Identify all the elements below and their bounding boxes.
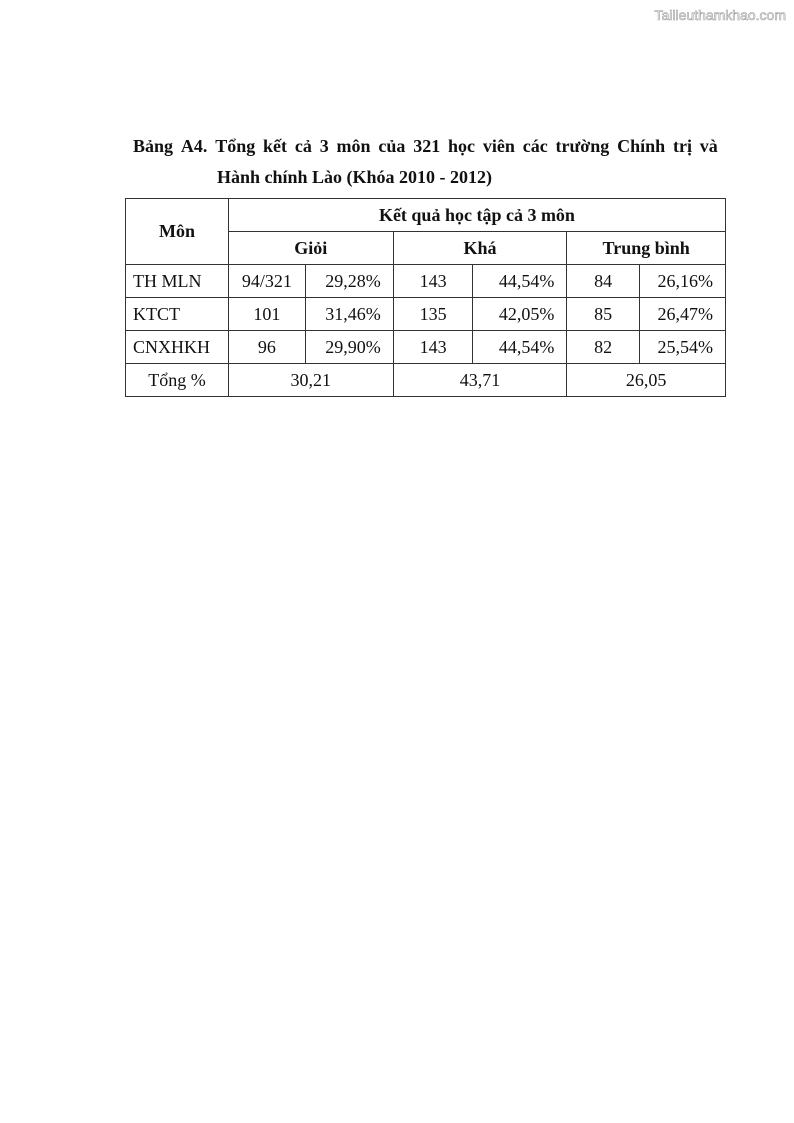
gioi-count: 94/321 [228,265,305,298]
caption-word: trường [555,136,610,156]
level-header-gioi: Giỏi [228,232,393,265]
table-row [126,265,726,298]
kha-percent: 44,54% [473,331,567,364]
gioi-count: 96 [228,331,305,364]
subject-cell: KTCT [126,298,229,331]
caption-word: của [378,136,406,156]
tb-count: 85 [567,298,640,331]
total-label: Tổng % [126,364,229,397]
caption-word: 3 [319,136,329,156]
caption-word: 321 [413,136,441,156]
kha-percent: 44,54% [473,265,567,298]
caption-word: môn [336,136,371,156]
tb-percent: 26,47% [640,298,726,331]
caption-word: viên [482,136,515,156]
caption-word: Chính [617,136,666,156]
caption-line-1 [133,131,718,162]
gioi-percent: 29,90% [305,331,393,364]
caption-word: A4. [180,136,208,156]
caption-word: kết [263,136,288,156]
tb-percent: 26,16% [640,265,726,298]
gioi-count: 101 [228,298,305,331]
tb-count: 84 [567,265,640,298]
gioi-percent: 31,46% [305,298,393,331]
subject-cell: CNXHKH [126,331,229,364]
caption-word: và [699,136,718,156]
subject-cell: TH MLN [126,265,229,298]
subject-header: Môn [126,199,229,265]
caption-word: cả [294,136,312,156]
gioi-percent: 29,28% [305,265,393,298]
caption-line-2: Hành chính Lào (Khóa 2010 - 2012) [217,167,493,187]
caption-word: Bảng [133,136,174,156]
total-kha: 43,71 [393,364,567,397]
caption-word: trị [672,136,692,156]
kha-count: 143 [393,265,473,298]
table-row [126,331,726,364]
kha-count: 143 [393,331,473,364]
header-row [126,199,726,232]
watermark-text: Tailieuthamkhao.com [654,7,786,23]
total-row [126,364,726,397]
kha-count: 135 [393,298,473,331]
caption-word: Tổng [215,136,256,156]
level-header-trung-binh: Trung bình [567,232,726,265]
caption-word: các [522,136,548,156]
table-row [126,298,726,331]
level-header-kha: Khá [393,232,567,265]
tb-percent: 25,54% [640,331,726,364]
caption-word: học [448,136,476,156]
tb-count: 82 [567,331,640,364]
results-group-header: Kết quả học tập cả 3 môn [228,199,725,232]
total-trung-binh: 26,05 [567,364,726,397]
results-table [125,198,726,397]
total-gioi: 30,21 [228,364,393,397]
table-caption [133,131,718,193]
kha-percent: 42,05% [473,298,567,331]
